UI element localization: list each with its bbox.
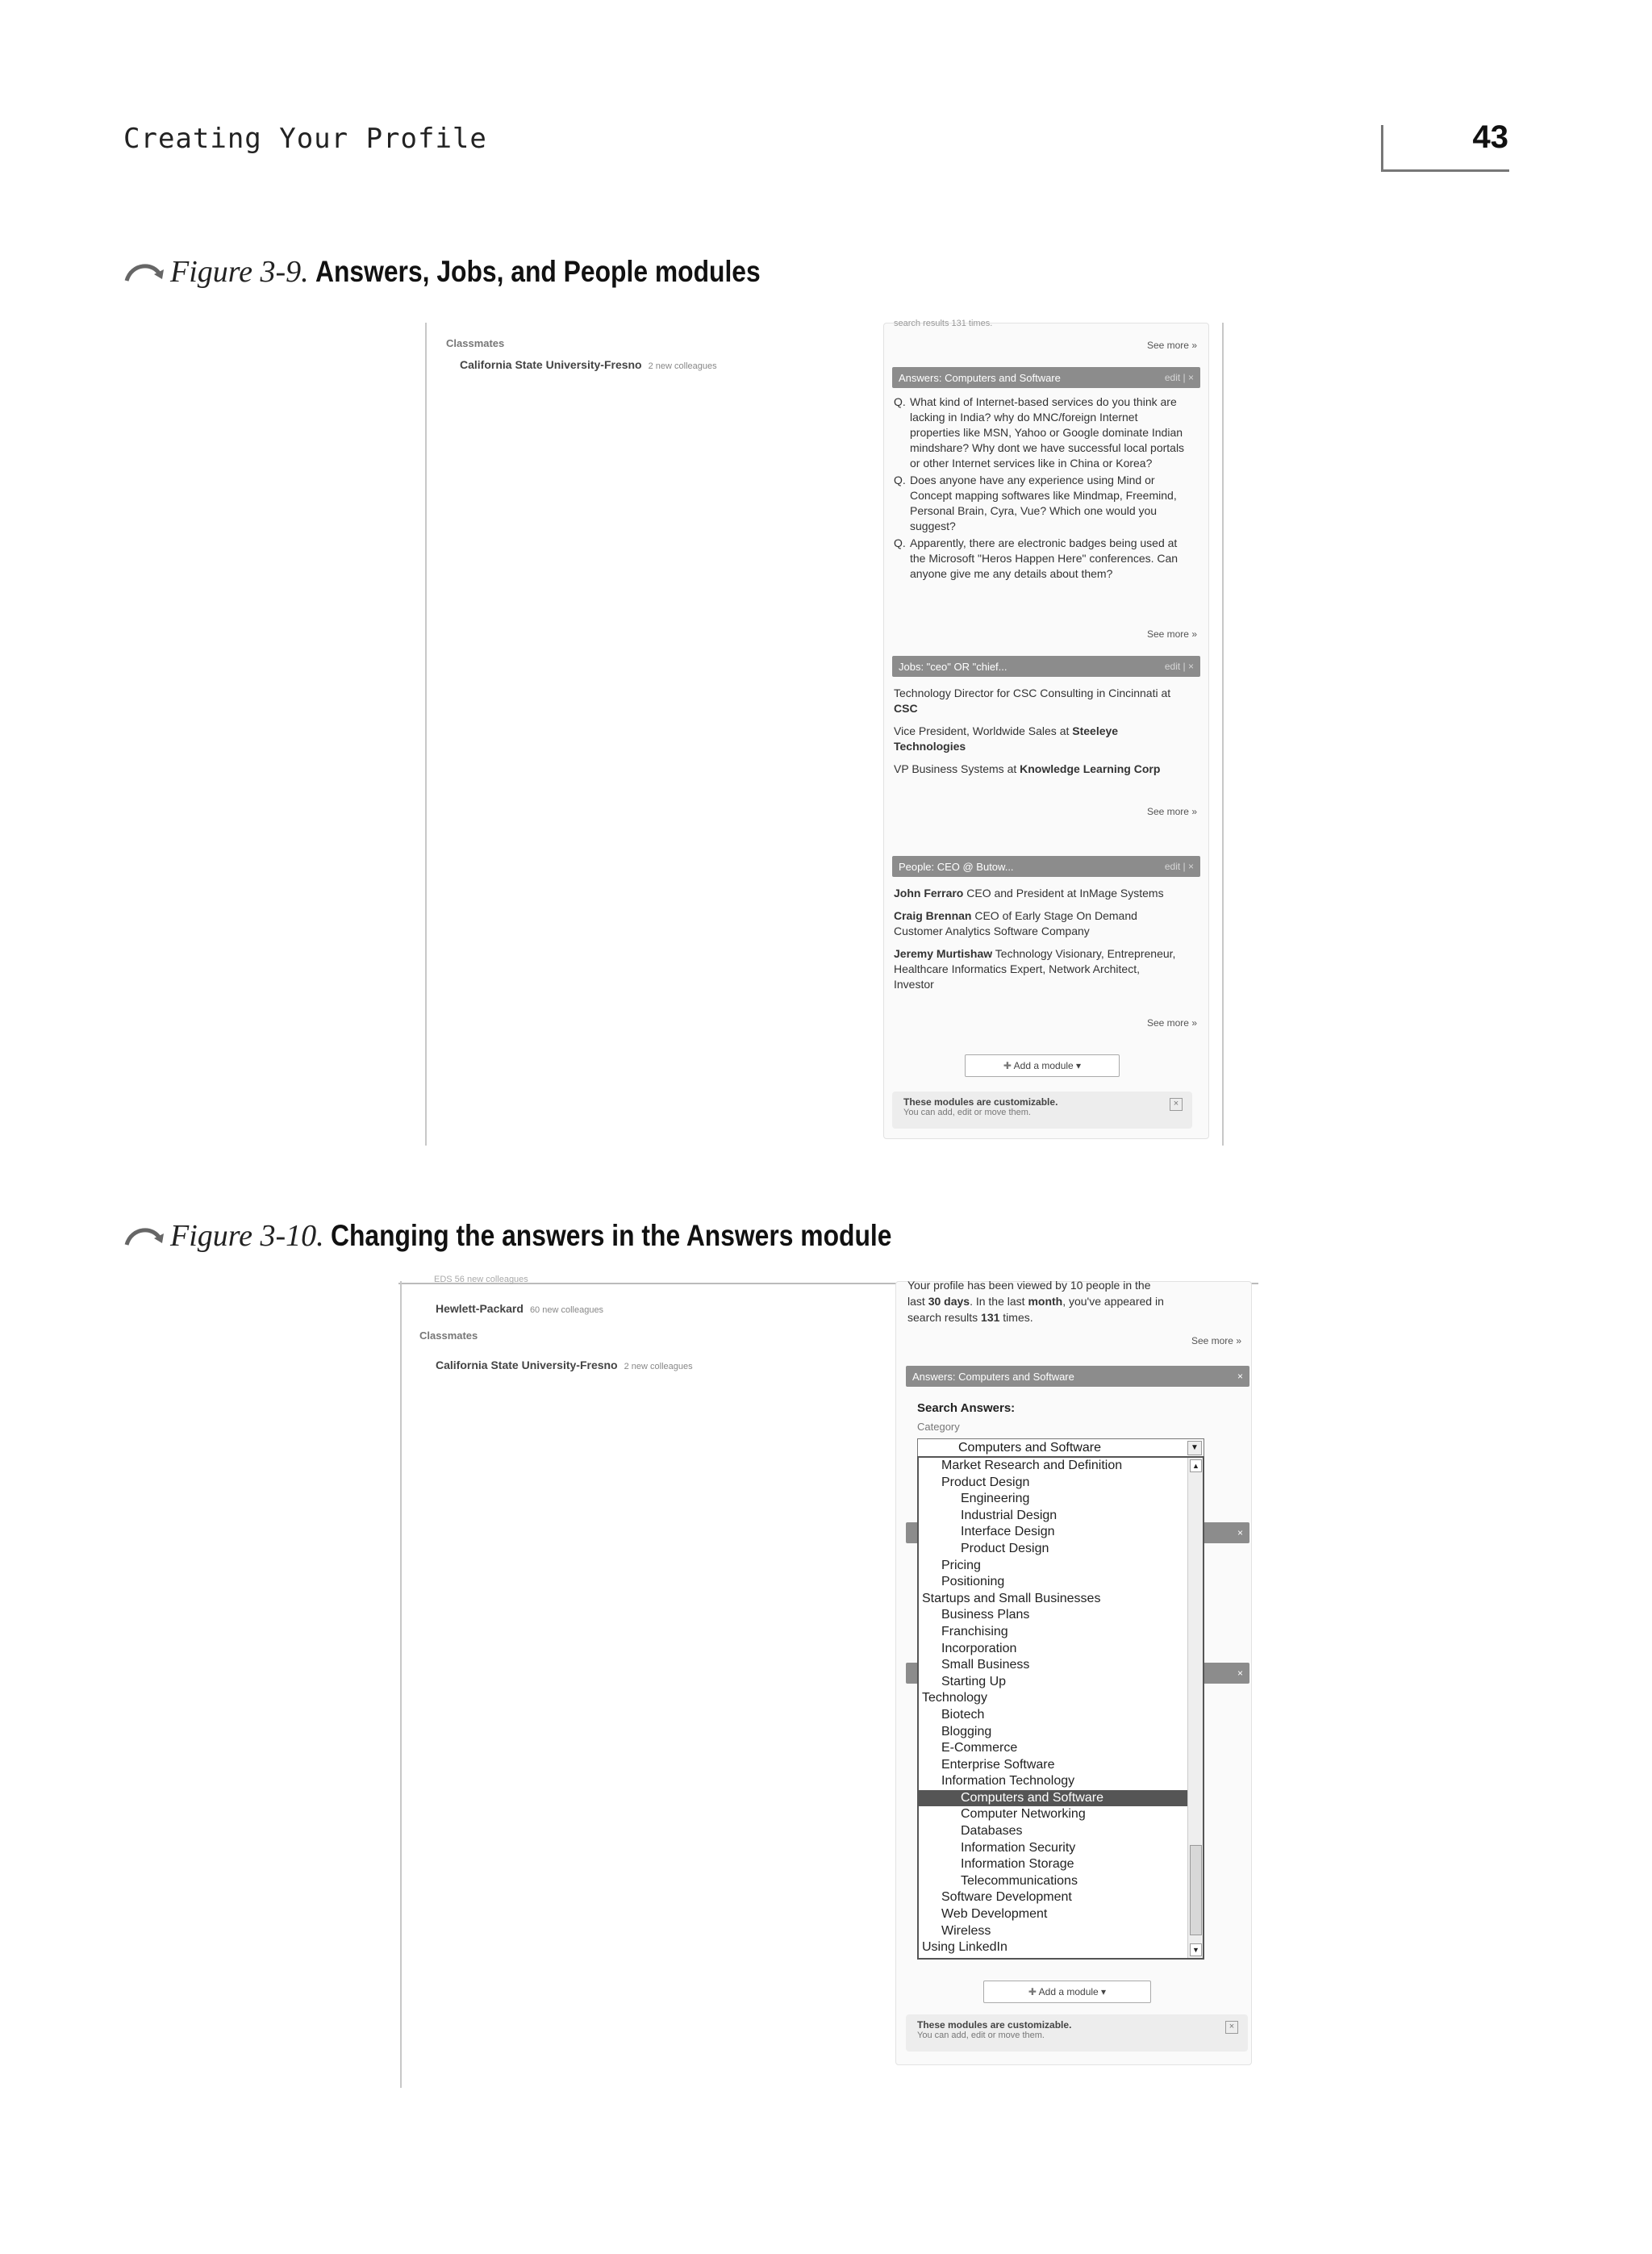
- customizable-note: These modules are customizable. You can add, edit or move them. ×: [906, 2014, 1248, 2052]
- person-item[interactable]: Craig Brennan CEO of Early Stage On Demand Customer Analytics Software Company: [894, 909, 1137, 937]
- figure-caption-3-9: [123, 254, 832, 290]
- dropdown-option[interactable]: Starting Up: [941, 1674, 1007, 1688]
- category-select[interactable]: Computers and Software ▼: [917, 1438, 1204, 1458]
- dropdown-option[interactable]: Product Design: [941, 1475, 1030, 1489]
- dropdown-option[interactable]: Incorporation: [941, 1641, 1017, 1655]
- figure-3-9-screenshot: [423, 319, 1230, 1146]
- jobs-module-header[interactable]: ×: [906, 1522, 1249, 1543]
- figure-caption-3-10: [123, 1218, 982, 1254]
- column-divider: [1222, 323, 1224, 1146]
- page-number: 43: [1472, 119, 1508, 155]
- dropdown-option[interactable]: Pricing: [941, 1558, 981, 1572]
- question-item[interactable]: Q. Apparently, there are electronic badges being used at the Microsoft "Heros Happen Here" conferences. Can anyone give me any details about them?: [894, 536, 1179, 580]
- job-item[interactable]: Vice President, Worldwide Sales at Steeleye Technologies: [894, 724, 1119, 753]
- dropdown-option[interactable]: Web Development: [941, 1907, 1048, 1922]
- close-icon[interactable]: ×: [1225, 2021, 1238, 2034]
- running-head: Creating Your Profile: [123, 123, 487, 155]
- dropdown-option[interactable]: Computers and Software: [919, 1790, 1203, 1807]
- curved-arrow-icon: [123, 1224, 165, 1248]
- add-module-button[interactable]: ✚ Add a module ▾: [983, 1981, 1151, 2003]
- figure-3-10-screenshot: [398, 1275, 1262, 2088]
- answers-module-header[interactable]: Answers: Computers and Software edit | ×: [892, 367, 1200, 388]
- add-module-button[interactable]: ✚ Add a module ▾: [965, 1054, 1120, 1077]
- cut-text: search results 131 times.: [894, 319, 993, 328]
- scroll-thumb[interactable]: [1190, 1845, 1202, 1935]
- customizable-note: These modules are customizable. You can add, edit or move them. ×: [892, 1092, 1192, 1129]
- modules-panel: [883, 319, 1209, 1139]
- classmates-label: Classmates: [446, 337, 505, 349]
- category-label: Category: [917, 1421, 960, 1433]
- figure-label: Figure 3-9.: [170, 255, 309, 289]
- close-icon[interactable]: ×: [1170, 1098, 1183, 1111]
- school-link[interactable]: California State University-Fresno 2 new colleagues: [436, 1359, 693, 1371]
- figure-label: Figure 3-10.: [170, 1219, 324, 1253]
- column-divider: [425, 323, 427, 1146]
- see-more-link[interactable]: See more »: [1191, 1335, 1241, 1346]
- see-more-link[interactable]: See more »: [1146, 340, 1197, 351]
- dropdown-option[interactable]: Business Plans: [941, 1608, 1030, 1622]
- question-item[interactable]: Q. Does anyone have any experience using Mind or Concept mapping softwares like Mindmap, Freemind, Personal Brain, Cyra, Vue? Which one would you suggest?: [894, 474, 1177, 532]
- dropdown-option[interactable]: Interface Design: [961, 1525, 1055, 1539]
- dropdown-option[interactable]: Small Business: [941, 1658, 1030, 1672]
- jobs-list: [894, 678, 1176, 777]
- company-link[interactable]: Hewlett-Packard 60 new colleagues: [436, 1302, 604, 1315]
- job-item[interactable]: Technology Director for CSC Consulting in Cincinnati at CSC: [894, 687, 1171, 715]
- dropdown-option[interactable]: Wireless: [941, 1923, 991, 1938]
- dropdown-option[interactable]: Software Development: [941, 1890, 1072, 1905]
- see-more-link[interactable]: See more »: [1146, 1017, 1197, 1029]
- dropdown-option[interactable]: Information Storage: [961, 1857, 1074, 1872]
- dropdown-option[interactable]: Enterprise Software: [941, 1757, 1055, 1772]
- person-item[interactable]: John Ferraro CEO and President at InMage Systems: [894, 887, 1164, 900]
- person-item[interactable]: Jeremy Murtishaw Technology Visionary, Entrepreneur, Healthcare Informatics Expert, Network Architect, Investor: [894, 947, 1176, 991]
- plus-icon: ✚: [1003, 1060, 1014, 1071]
- dropdown-option[interactable]: Engineering: [961, 1492, 1030, 1506]
- people-module-header[interactable]: ×: [906, 1663, 1249, 1684]
- profile-views-text: Your profile has been viewed by 10 people in the last 30 days. In the last month, you've appeared in search results 131 times.: [907, 1279, 1164, 1324]
- dropdown-option[interactable]: Technology: [922, 1691, 987, 1705]
- figure-title: Changing the answers in the Answers module: [330, 1219, 892, 1252]
- dropdown-option[interactable]: Using LinkedIn: [922, 1940, 1007, 1955]
- column-divider: [400, 1281, 402, 2088]
- cut-text: EDS 56 new colleagues: [434, 1275, 528, 1284]
- jobs-module-header[interactable]: Jobs: "ceo" OR "chief... edit | ×: [892, 656, 1200, 677]
- dropdown-option[interactable]: Market Research and Definition: [941, 1459, 1123, 1472]
- see-more-link[interactable]: See more »: [1146, 628, 1197, 640]
- scrollbar[interactable]: [1187, 1458, 1203, 1958]
- answers-module-header[interactable]: Answers: Computers and Software ×: [906, 1366, 1249, 1387]
- dropdown-option[interactable]: Blogging: [941, 1724, 992, 1739]
- dropdown-option[interactable]: Telecommunications: [961, 1873, 1078, 1888]
- dropdown-option[interactable]: Positioning: [941, 1575, 1005, 1589]
- classmates-label: Classmates: [419, 1329, 478, 1342]
- answers-list: [894, 394, 1189, 582]
- dropdown-option[interactable]: Franchising: [941, 1624, 1008, 1638]
- scroll-down-icon[interactable]: ▼: [1190, 1943, 1202, 1956]
- people-module-header[interactable]: People: CEO @ Butow... edit | ×: [892, 856, 1200, 877]
- job-item[interactable]: VP Business Systems at Knowledge Learning Corp: [894, 762, 1161, 775]
- scroll-up-icon[interactable]: ▲: [1190, 1459, 1202, 1472]
- people-list: [894, 879, 1176, 992]
- dropdown-option[interactable]: Industrial Design: [961, 1508, 1058, 1522]
- dropdown-option[interactable]: Information Security: [961, 1840, 1076, 1855]
- curved-arrow-icon: [123, 260, 165, 284]
- modules-panel: [895, 1281, 1252, 2065]
- dropdown-option[interactable]: Biotech: [941, 1707, 985, 1722]
- question-item[interactable]: Q. What kind of Internet-based services do you think are lacking in India? why do MNC/foreign Internet properties like MSN, Yahoo or Google dominate Indian mindshare? Why dont we have successful local portals or other Internet services like in China or Korea?: [894, 395, 1185, 470]
- category-dropdown-list[interactable]: [917, 1456, 1204, 1960]
- chevron-down-icon[interactable]: ▼: [1187, 1441, 1202, 1455]
- figure-title: Answers, Jobs, and People modules: [315, 255, 761, 288]
- dropdown-option[interactable]: Computer Networking: [961, 1807, 1086, 1822]
- dropdown-option[interactable]: E-Commerce: [941, 1741, 1018, 1755]
- search-answers-title: Search Answers:: [917, 1401, 1016, 1415]
- dropdown-options: [919, 1458, 1203, 1956]
- dropdown-option[interactable]: Information Technology: [941, 1774, 1075, 1789]
- school-link[interactable]: California State University-Fresno 2 new colleagues: [460, 358, 717, 371]
- dropdown-option[interactable]: Databases: [961, 1824, 1023, 1839]
- dropdown-option[interactable]: Product Design: [961, 1541, 1049, 1555]
- dropdown-option[interactable]: Startups and Small Businesses: [922, 1591, 1101, 1605]
- see-more-link[interactable]: See more »: [1146, 806, 1197, 817]
- plus-icon: ✚: [1028, 1986, 1039, 1997]
